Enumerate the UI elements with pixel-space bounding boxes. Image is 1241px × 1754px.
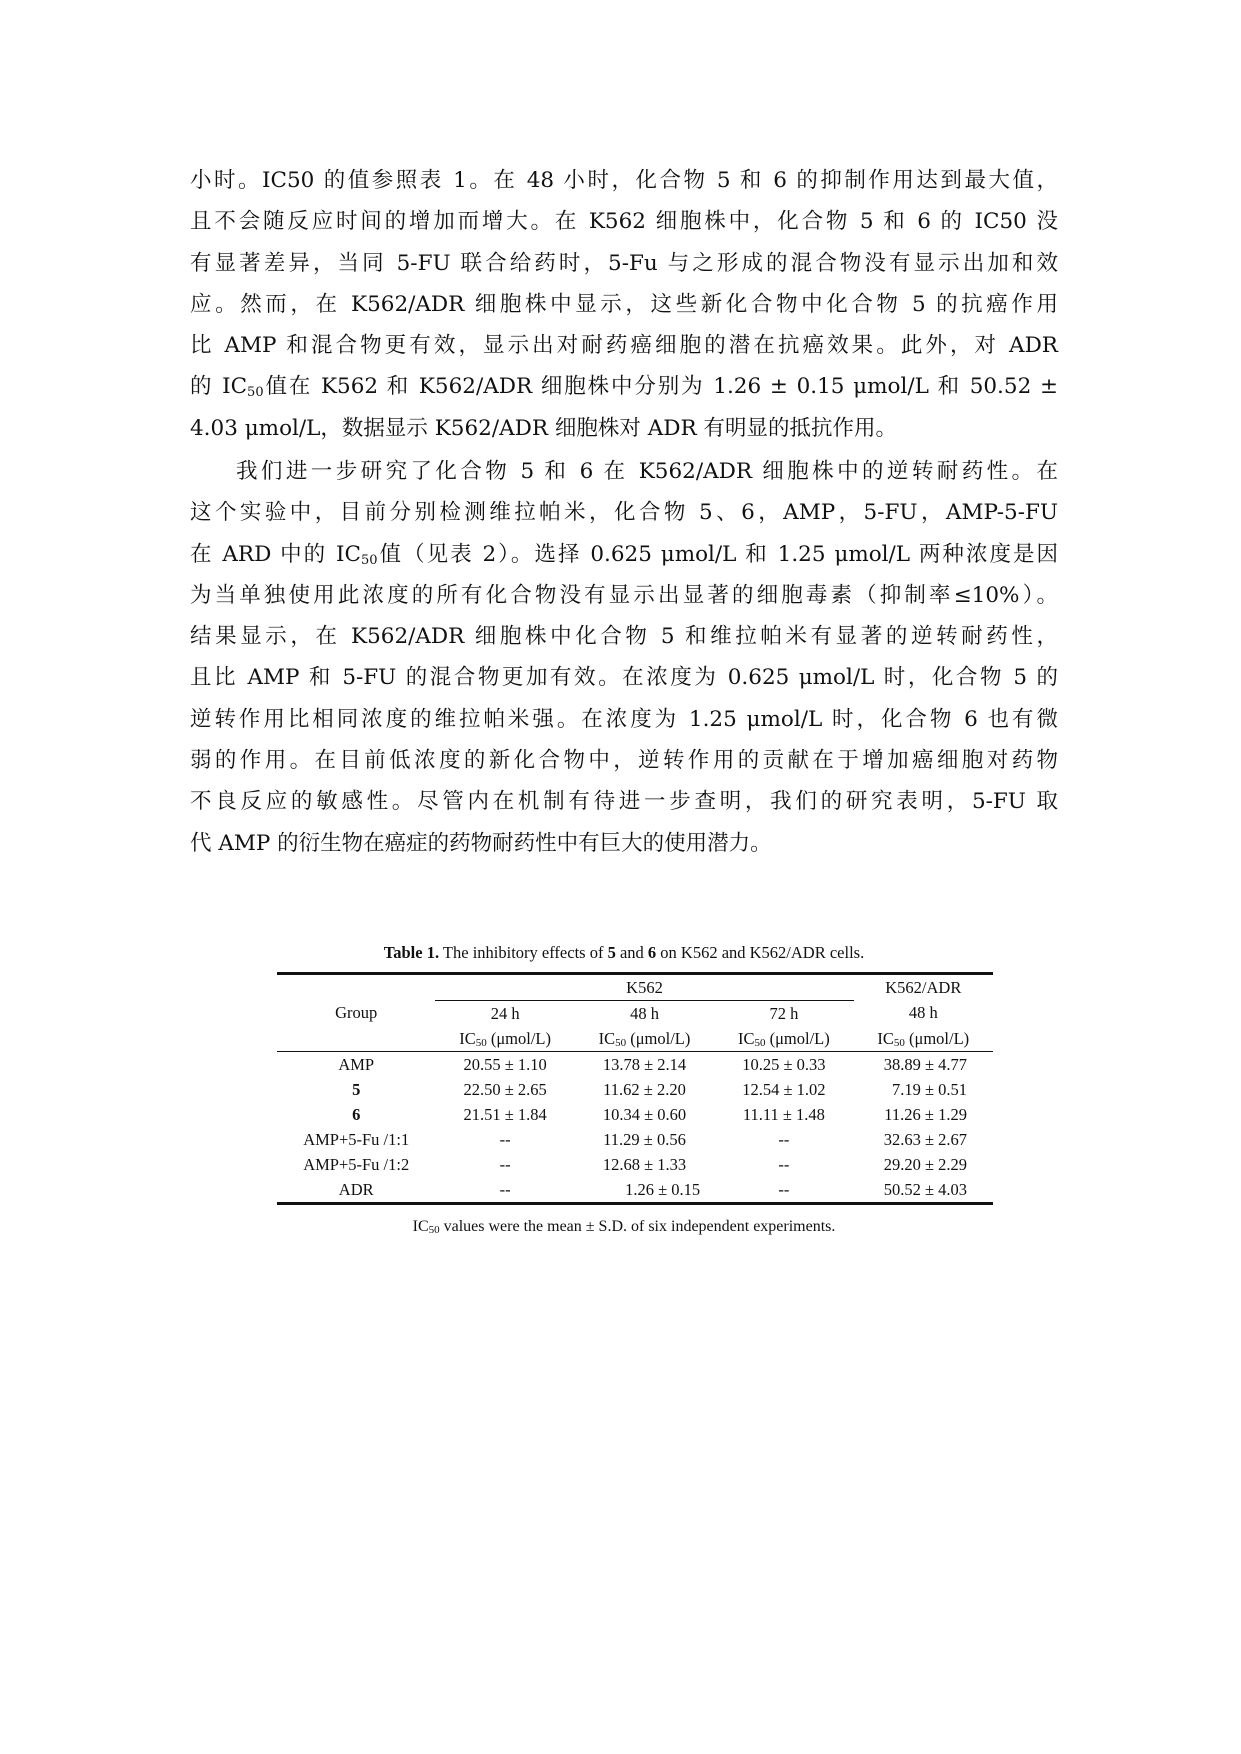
cell-group: AMP+5-Fu /1:2 bbox=[303, 1154, 410, 1174]
cell-value: 32.63 ± 2.67 bbox=[883, 1129, 967, 1149]
cell-value: 7.19 ± 0.51 bbox=[891, 1079, 967, 1099]
text-run: (μmol/L) bbox=[765, 1028, 830, 1048]
text-run: 的 IC bbox=[190, 374, 248, 400]
cell-value: -- bbox=[778, 1129, 790, 1149]
cell-value: -- bbox=[499, 1129, 511, 1149]
paragraph-line: 弱的作用。在目前低浓度的新化合物中，逆转作用的贡献在于增加癌细胞对药物 bbox=[190, 748, 1058, 774]
paragraph-line: 为当单独使用此浓度的所有化合物没有显示出显著的细胞毒素（抑制率≤10%）。 bbox=[190, 582, 1058, 608]
text-run: 在 ARD 中的 IC bbox=[190, 541, 361, 567]
paragraph-line: 有显著差异，当同 5-FU 联合给药时，5-Fu 与之形成的混合物没有显示出加和效 bbox=[190, 250, 1058, 276]
cell-value: 11.29 ± 0.56 bbox=[603, 1129, 686, 1149]
paragraph-results-ic50 bbox=[190, 160, 1058, 449]
text-run: 值（见表 2）。选择 0.625 μmol/L 和 1.25 μmol/L 两种浓度是因 bbox=[377, 541, 1058, 567]
table-caption bbox=[190, 943, 1058, 963]
paragraph-line bbox=[190, 366, 1058, 407]
text-run: values were the mean ± S.D. of six independent experiments. bbox=[439, 1218, 836, 1235]
text-run: IC bbox=[412, 1218, 429, 1235]
text-run: The inhibitory effects of bbox=[439, 943, 608, 962]
cell-value: 38.89 ± 4.77 bbox=[883, 1054, 967, 1074]
text-run: IC bbox=[459, 1028, 476, 1048]
subscript: 50 bbox=[893, 1036, 905, 1049]
column-header-group: Group bbox=[277, 974, 435, 1052]
paragraph-line: 我们进一步研究了化合物 5 和 6 在 K562/ADR 细胞株中的逆转耐药性。在 bbox=[236, 459, 1058, 484]
cell-value: 29.20 ± 2.29 bbox=[883, 1154, 967, 1174]
column-header-time: 48 h bbox=[908, 1003, 938, 1023]
subscript: 50 bbox=[247, 385, 264, 401]
cell-value: 20.55 ± 1.10 bbox=[463, 1054, 547, 1074]
text-run-bold: 5 bbox=[607, 943, 616, 962]
paragraph-line: 逆转作用比相同浓度的维拉帕米强。在浓度为 1.25 μmol/L 时，化合物 6 也有微 bbox=[190, 706, 1058, 732]
table-row bbox=[277, 1077, 993, 1102]
cell-value: 21.51 ± 1.84 bbox=[463, 1104, 547, 1124]
table-container bbox=[277, 972, 993, 1205]
text-run-bold: 6 bbox=[647, 943, 657, 962]
ic50-table bbox=[277, 972, 993, 1205]
cell-group: 6 bbox=[352, 1104, 361, 1124]
subscript: 50 bbox=[615, 1036, 627, 1049]
paragraph-line: 且比 AMP 和 5-FU 的混合物更加有效。在浓度为 0.625 μmol/L 时，化合物 5 的 bbox=[190, 665, 1058, 691]
cell-value: 22.50 ± 2.65 bbox=[463, 1079, 547, 1099]
cell-value: -- bbox=[499, 1154, 511, 1174]
table-row bbox=[277, 1177, 993, 1204]
table-row bbox=[277, 1152, 993, 1177]
paragraph-line: 4.03 μmol/L，数据显示 K562/ADR 细胞株对 ADR 有明显的抵抗作用。 bbox=[190, 415, 897, 441]
text-run: and bbox=[615, 943, 648, 962]
cell-value: -- bbox=[499, 1179, 511, 1199]
paragraph-line: 代 AMP 的衍生物在癌症的药物耐药性中有巨大的使用潜力。 bbox=[190, 830, 772, 856]
cell-value: 12.54 ± 1.02 bbox=[742, 1079, 826, 1099]
cell-value: -- bbox=[778, 1154, 790, 1174]
cell-group: AMP+5-Fu /1:1 bbox=[303, 1129, 410, 1149]
text-run: (μmol/L) bbox=[904, 1028, 970, 1048]
text-run: on K562 and K562/ADR cells. bbox=[656, 943, 865, 962]
cell-value: 11.11 ± 1.48 bbox=[742, 1104, 825, 1124]
text-run: IC bbox=[737, 1028, 755, 1048]
column-header-time: 72 h bbox=[769, 1003, 799, 1023]
column-header-k562-adr: K562/ADR bbox=[885, 977, 962, 997]
table-caption-label: Table 1. bbox=[383, 943, 440, 962]
paragraph-line bbox=[190, 534, 1058, 575]
text-run: IC bbox=[877, 1028, 894, 1048]
cell-group: 5 bbox=[352, 1079, 361, 1099]
column-header-unit bbox=[575, 1026, 714, 1052]
column-header-k562: K562 bbox=[435, 974, 853, 1001]
column-header-unit bbox=[714, 1026, 853, 1052]
subscript: 50 bbox=[361, 552, 378, 568]
cell-group: ADR bbox=[338, 1179, 374, 1199]
cell-group: AMP bbox=[338, 1054, 375, 1074]
cell-value: 1.26 ± 0.15 bbox=[625, 1179, 701, 1199]
paragraph-line: 不良反应的敏感性。尽管内在机制有待进一步查明，我们的研究表明，5-FU 取 bbox=[190, 789, 1058, 815]
cell-value: 11.62 ± 2.20 bbox=[603, 1079, 686, 1099]
cell-value: 12.68 ± 1.33 bbox=[602, 1154, 687, 1174]
text-run: IC bbox=[598, 1028, 616, 1048]
paragraph-line: 结果显示，在 K562/ADR 细胞株中化合物 5 和维拉帕米有显著的逆转耐药性， bbox=[190, 624, 1058, 650]
cell-value: 50.52 ± 4.03 bbox=[883, 1179, 967, 1199]
paragraph-line: 应。然而，在 K562/ADR 细胞株中显示，这些新化合物中化合物 5 的抗癌作用 bbox=[190, 291, 1058, 317]
text-run: (μmol/L) bbox=[626, 1028, 691, 1048]
paragraph-reversal-resistance bbox=[190, 451, 1058, 864]
paragraph-line: 且不会随反应时间的增加而增大。在 K562 细胞株中，化合物 5 和 6 的 IC50 没 bbox=[190, 209, 1058, 235]
paragraph-line: 这个实验中，目前分别检测维拉帕米，化合物 5、6，AMP，5-FU，AMP-5-FU bbox=[190, 500, 1058, 526]
subscript: 50 bbox=[428, 1224, 440, 1236]
table-row bbox=[277, 1127, 993, 1152]
column-header-time: 48 h bbox=[630, 1003, 659, 1023]
cell-value: 11.26 ± 1.29 bbox=[884, 1104, 967, 1124]
subscript: 50 bbox=[475, 1036, 487, 1049]
table-footnote bbox=[190, 1218, 1058, 1236]
subscript: 50 bbox=[754, 1036, 766, 1049]
cell-value: -- bbox=[778, 1179, 790, 1199]
column-header-unit bbox=[854, 1026, 993, 1052]
cell-value: 10.34 ± 0.60 bbox=[602, 1104, 687, 1124]
table-row bbox=[277, 1052, 993, 1078]
text-run: 值在 K562 和 K562/ADR 细胞株中分别为 1.26 ± 0.15 μmol/L 和 50.52 ± bbox=[263, 374, 1058, 400]
paragraph-line: 比 AMP 和混合物更有效，显示出对耐药癌细胞的潜在抗癌效果。此外，对 ADR bbox=[190, 333, 1058, 359]
table-row bbox=[277, 1102, 993, 1127]
paragraph-line: 小时。IC50 的值参照表 1。在 48 小时，化合物 5 和 6 的抑制作用达到最大值， bbox=[190, 168, 1058, 193]
text-run: (μmol/L) bbox=[486, 1028, 552, 1048]
cell-value: 10.25 ± 0.33 bbox=[742, 1054, 826, 1074]
column-header-unit bbox=[435, 1026, 574, 1052]
cell-value: 13.78 ± 2.14 bbox=[602, 1054, 687, 1074]
column-header-time: 24 h bbox=[490, 1003, 520, 1023]
